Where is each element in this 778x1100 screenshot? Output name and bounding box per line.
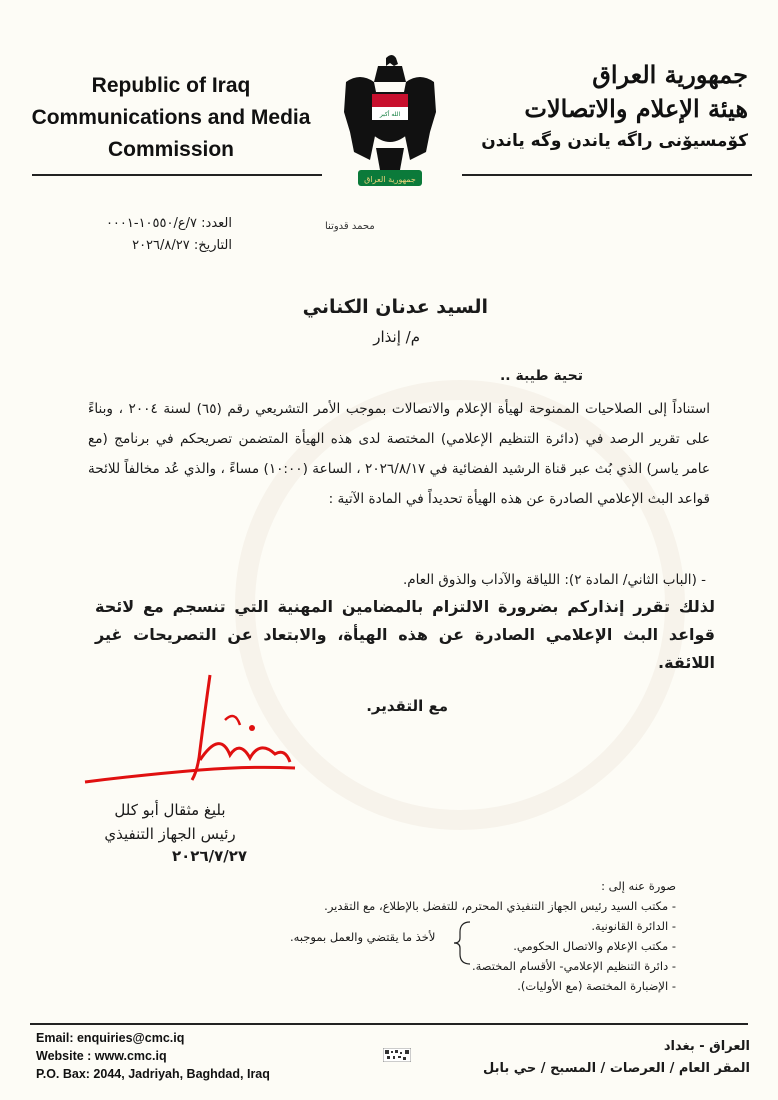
qr-code-icon xyxy=(383,1048,411,1062)
emblem-ribbon-text: جمهورية العراق xyxy=(364,175,416,184)
header-en-line3: Commission xyxy=(107,138,235,161)
closing-regards: مع التقدير. xyxy=(366,697,448,715)
header-ar-line1: جمهورية العراق xyxy=(592,60,748,89)
footer-arabic xyxy=(483,1036,750,1080)
iraq-eagle-emblem xyxy=(340,52,440,197)
signer-title: رئيس الجهاز التنفيذي xyxy=(104,825,236,843)
arabic-header xyxy=(463,58,748,156)
footer-email: Email: enquiries@cmc.iq xyxy=(36,1031,185,1045)
decision-paragraph: لذلك تقرر إنذاركم بضرورة الالتزام بالمضامين المهنية التي تنسجم مع لائحة قواعد البث الإعلامي الصادرة عن هذه الهيأة، والابتعاد عن التصريحات غير اللائقة. xyxy=(95,597,715,672)
body-paragraph: استناداً إلى الصلاحيات الممنوحة لهيأة الإعلام والاتصالات بموجب الأمر التشريعي رقم (٦٥) لسنة ٢٠٠٤ ، وبناءً على تقرير الرصد في (دائرة التنظيم الإعلامي) المختصة لدى هذه الهيأة المتضمن تصريحكم في برنامج (مع عامر ياسر) الذي بُث عبر قناة الرشيد الفضائية في ٢٠٢٦/٨/١٧ ، الساعة (١٠:٠٠) مساءً ، والذي عُد مخالفاً للائحة قواعد البث الإعلامي الصادرة عن هذه الهيأة تحديداً في المادة الآتية : xyxy=(88,401,711,507)
footer-english xyxy=(36,1029,270,1083)
copy-item: - الدائرة القانونية. xyxy=(591,919,676,933)
article-bullet: - (الباب الثاني/ المادة ٢): اللياقة والآداب والذوق العام. xyxy=(402,572,706,588)
header-en-line1: Republic of Iraq xyxy=(91,74,251,97)
header-ar-line2: هيئة الإعلام والاتصالات xyxy=(524,94,748,123)
header-kurdish-line: كۆمسيۆنى راگه ياندن وگه ياندن xyxy=(481,131,748,151)
greeting: تحية طيبة .. xyxy=(499,368,583,384)
reference-number: العدد: ٧/ع/١٠٥٥٠-٠٠٠١ xyxy=(105,216,232,231)
footer-divider xyxy=(30,1023,748,1025)
reference-block xyxy=(92,213,232,257)
handwritten-note: محمد قدوتنا xyxy=(325,221,375,232)
header-divider-right xyxy=(462,174,752,176)
copies-note: لأخذ ما يقتضي والعمل بموجبه. xyxy=(290,930,436,944)
signer-name: بليغ مثقال أبو كلل xyxy=(114,801,226,819)
signer-block xyxy=(100,798,240,846)
header-en-line2: Communications and Media xyxy=(31,106,311,129)
footer-ar-city: العراق - بغداد xyxy=(663,1039,750,1054)
addressee-name: السيد عدنان الكناني xyxy=(302,296,488,318)
footer-po-box: P.O. Bax: 2044, Jadriyah, Baghdad, Iraq xyxy=(36,1067,270,1081)
header-divider-left xyxy=(32,174,322,176)
copy-item: - الإضبارة المختصة (مع الأوليات). xyxy=(517,979,676,993)
signature-date: ٢٠٢٦/٧/٢٧ xyxy=(172,847,248,865)
copy-item: - مكتب السيد رئيس الجهاز التنفيذي المحترم، للتفضل بالإطلاع، مع التقدير. xyxy=(324,899,676,913)
footer-website: Website : www.cmc.iq xyxy=(36,1049,167,1063)
brace-icon xyxy=(452,920,476,966)
copies-title: صورة عنه إلى : xyxy=(601,879,676,893)
subject-line: م/ إنذار xyxy=(373,328,420,346)
handwritten-signature xyxy=(80,670,300,800)
english-header xyxy=(30,70,312,166)
svg-text:الله أكبر: الله أكبر xyxy=(379,111,401,118)
reference-date: التاريخ: ٢٠٢٦/٨/٢٧ xyxy=(132,238,232,253)
footer-ar-address: المقر العام / العرصات / المسبح / حي بابل xyxy=(482,1061,750,1076)
copy-item: - دائرة التنظيم الإعلامي- الأقسام المختصة. xyxy=(471,959,676,973)
copy-item: - مكتب الإعلام والاتصال الحكومي. xyxy=(513,939,676,953)
